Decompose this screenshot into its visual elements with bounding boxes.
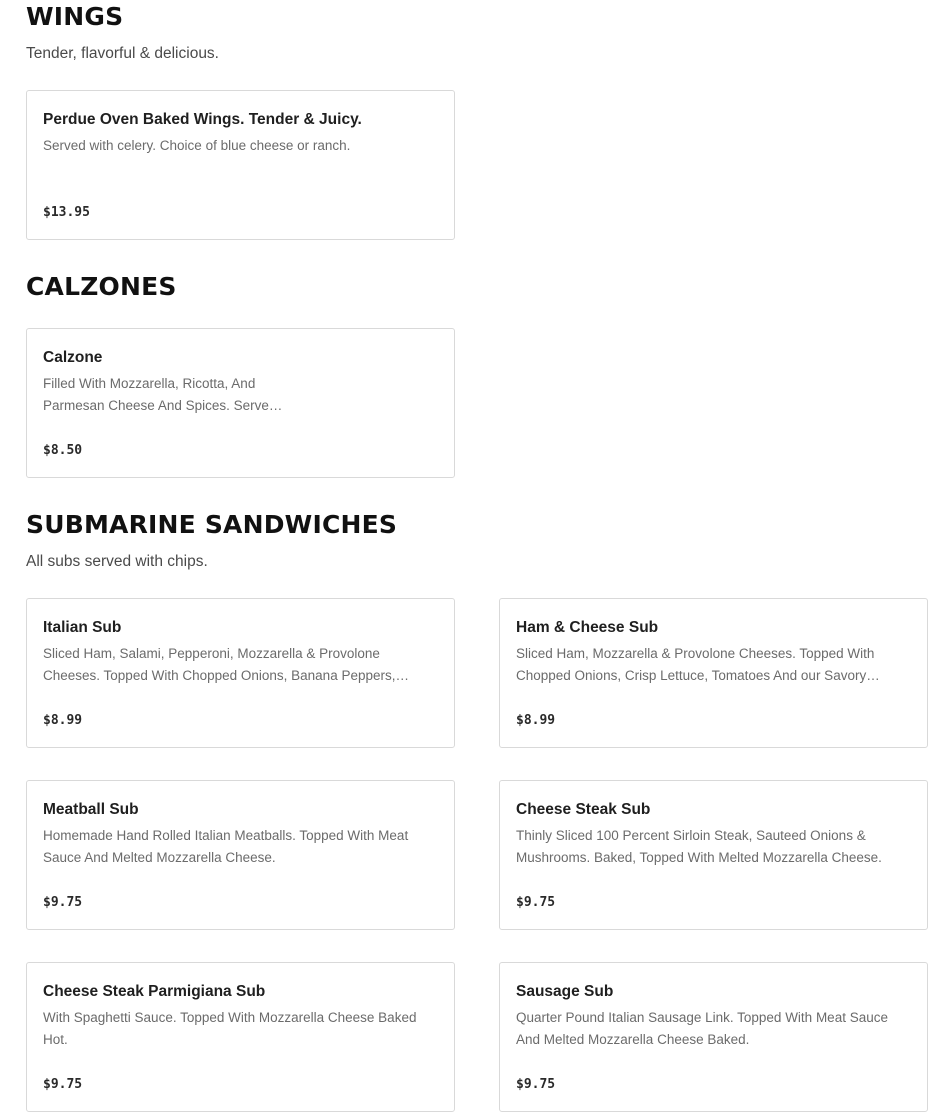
menu-item-name: Cheese Steak Sub [516,801,651,818]
menu-item-price: $8.50 [43,443,83,458]
menu-item-card[interactable] [499,962,928,1112]
menu-item-description: Quarter Pound Italian Sausage Link. Topped With Meat Sauce And Melted Mozzarella Cheese Baked. [516,1010,888,1047]
menu-item-card[interactable] [26,328,455,478]
menu-item-card[interactable] [26,780,455,930]
section-description-subs: All subs served with chips. [26,553,208,570]
menu-item-name: Sausage Sub [516,983,614,1000]
menu-item-name: Ham & Cheese Sub [516,619,659,636]
menu-grid-wings [26,90,928,240]
menu-item-price: $9.75 [43,1077,83,1092]
menu-item-price: $9.75 [43,895,83,910]
menu-item-price: $8.99 [43,713,83,728]
menu-item-name: Calzone [43,349,103,366]
menu-item-description: Sliced Ham, Salami, Pepperoni, Mozzarella & Provolone Cheeses. Topped With Chopped Onions, Banana Peppers,… [43,646,409,683]
menu-item-price: $9.75 [516,895,556,910]
menu-item-description: Thinly Sliced 100 Percent Sirloin Steak, Sauteed Onions & Mushrooms. Baked, Topped With Melted Mozzarella Cheese. [516,828,882,865]
menu-item-name: Perdue Oven Baked Wings. Tender & Juicy. [43,111,362,128]
section-title-calzones: CALZONES [26,272,177,301]
menu-grid-subs [26,598,928,1112]
menu-item-card[interactable] [26,90,455,240]
menu-item-price: $9.75 [516,1077,556,1092]
menu-item-description: Homemade Hand Rolled Italian Meatballs. Topped With Meat Sauce And Melted Mozzarella Cheese. [43,828,409,865]
menu-item-card[interactable] [499,780,928,930]
menu-item-card[interactable] [499,598,928,748]
menu-grid-calzones [26,328,928,478]
section-title-subs: SUBMARINE SANDWICHES [26,510,398,539]
menu-item-description: Filled With Mozzarella, Ricotta, And Parmesan Cheese And Spices. Serve… [43,376,283,413]
menu-item-card[interactable] [26,598,455,748]
menu-item-name: Cheese Steak Parmigiana Sub [43,983,266,1000]
menu-item-name: Italian Sub [43,619,122,636]
section-description-wings: Tender, flavorful & delicious. [26,45,219,62]
menu-item-price: $8.99 [516,713,556,728]
menu-item-card[interactable] [26,962,455,1112]
menu-item-name: Meatball Sub [43,801,139,818]
menu-item-description: Served with celery. Choice of blue cheese or ranch. [43,138,351,153]
menu-item-description: Sliced Ham, Mozzarella & Provolone Cheeses. Topped With Chopped Onions, Crisp Lettuce, Tomatoes And our Savory… [516,646,880,683]
menu-item-price: $13.95 [43,205,90,220]
section-title-wings: WINGS [26,2,124,31]
menu-item-description: With Spaghetti Sauce. Topped With Mozzarella Cheese Baked Hot. [43,1010,417,1047]
